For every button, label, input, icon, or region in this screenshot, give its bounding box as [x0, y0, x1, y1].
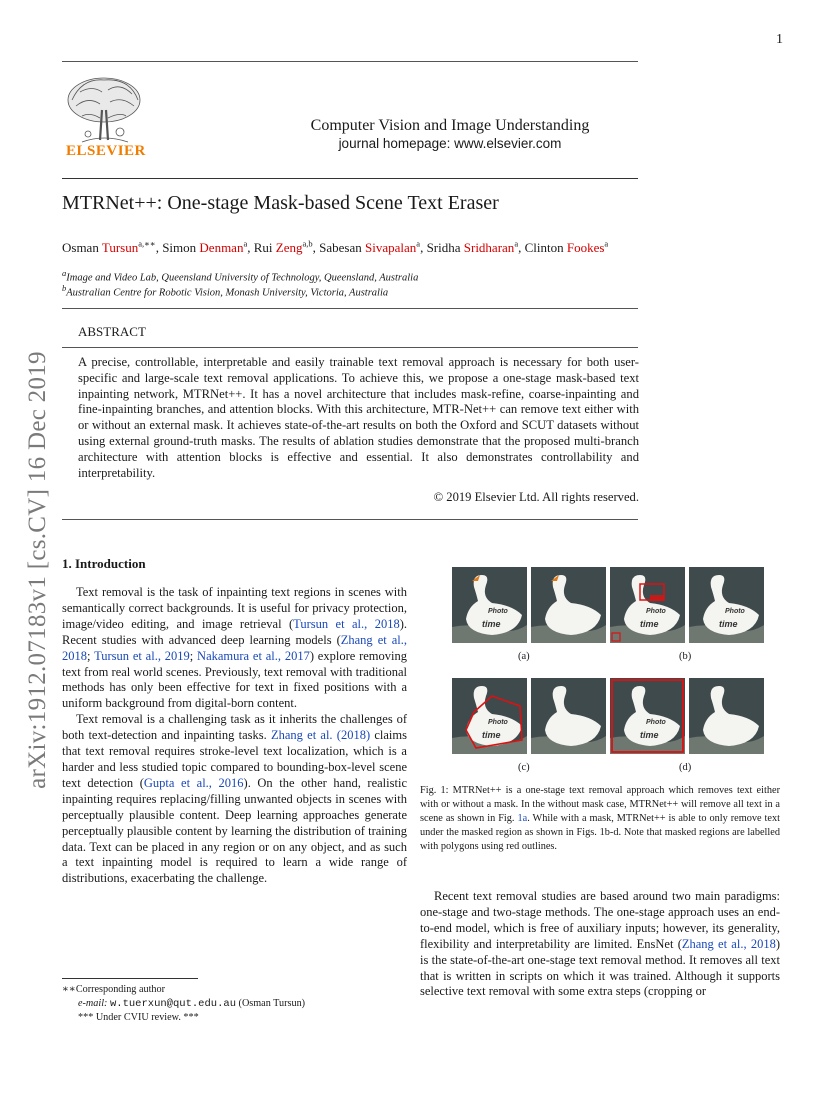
subfigure-label-c: (c) — [518, 762, 530, 773]
citation-link[interactable]: Nakamura et al., 2017 — [197, 648, 310, 663]
footnotes — [62, 983, 305, 1025]
swan-image-output — [531, 567, 606, 643]
author: Sridha Sridharan$^a$, — [426, 239, 525, 256]
intro-column-right — [420, 889, 780, 1000]
page-number: 1 — [776, 32, 783, 47]
journal-homepage[interactable]: journal homepage: www.elsevier.com — [338, 136, 562, 151]
swan-image-masked-large — [452, 678, 527, 754]
figure-row-top — [452, 567, 764, 643]
figure-ref-link[interactable]: 1a — [517, 813, 528, 824]
abstract-heading: ABSTRACT — [78, 324, 146, 339]
image-text-time: time — [482, 730, 501, 740]
citation-link[interactable]: Zhang et al., 2018 — [62, 632, 407, 663]
image-text-photo: Photo — [646, 719, 666, 726]
image-text-photo: Photo — [488, 719, 508, 726]
corresponding-author-note: ∗∗Corresponding author — [62, 984, 165, 995]
affiliation: $^a$Image and Video Lab, Queensland University of Technology, Queensland, Australia — [62, 268, 419, 284]
intro-column-left — [62, 585, 407, 887]
author: Sabesan Sivapalan$^a$, — [319, 239, 427, 256]
arxiv-stamp-text: arXiv:1912.07183v1 [cs.CV] 16 Dec 2019 — [24, 351, 51, 789]
author: Rui Zeng$^{a,b}$, — [253, 239, 320, 256]
image-text-time: time — [640, 730, 659, 740]
figure-caption: Fig. 1: MTRNet++ is a one-stage text removal approach which removes text either with or without a mask. In the without mask case, MTRNet++ will remove all text in a scene as shown in Fig. 1a. While with a mask, MTRNet++ is able to only remove text under the masked region as shown in Figs. 1b-d. Note that masked regions are labelled with polygons using red outlines. — [420, 785, 780, 852]
citation-link[interactable]: Gupta et al., 2016 — [143, 775, 244, 790]
author-surname-link[interactable]: Zeng — [275, 240, 303, 256]
email-address[interactable]: w.tuerxun@qut.edu.au — [109, 997, 236, 1010]
image-text-photo: Photo — [488, 608, 508, 615]
abstract-top-rule — [62, 308, 638, 309]
journal-name: Computer Vision and Image Understanding — [310, 117, 590, 134]
email-note: e-mail: w.tuerxun@qut.edu.au (Osman Tursun) — [78, 997, 306, 1010]
figure-row-bottom — [452, 678, 764, 754]
author-surname-link[interactable]: Denman — [199, 240, 244, 256]
citation-link[interactable]: Zhang et al. (2018) — [270, 728, 371, 743]
image-text-time: time — [482, 619, 501, 629]
author: Osman Tursun$^{a,∗∗}$, — [62, 239, 163, 256]
affiliation: $^b$Australian Centre for Robotic Vision, Monash University, Victoria, Australia — [62, 283, 389, 299]
author-surname-link[interactable]: Sivapalan — [365, 240, 417, 256]
author: Clinton Fookes$^a$ — [524, 239, 609, 256]
swan-image-result — [689, 567, 764, 643]
paper-title: MTRNet++: One-stage Mask-based Scene Text Eraser — [62, 192, 499, 214]
citation-link[interactable]: Tursun et al., 2018 — [293, 616, 400, 631]
author-surname-link[interactable]: Fookes — [566, 240, 605, 256]
author-list — [62, 239, 608, 256]
footnote-rule — [62, 978, 198, 979]
abstract-text: A precise, controllable, interpretable and easily trainable text removal approach is necessary for both user-specific and large-scale text removal applications. To achieve this, we propose a one-stage mask-based text inpainting network, MTRNet++. It has a novel architecture that includes mask-refine, coarse-inpainting and fine-inpainting branches, and attention blocks. With this architecture, MTR-Net++ can remove text either with or without an external mask. It achieves state-of-the-art results on both the Oxford and SCUT datasets without using external ground-truth masks. The results of ablation studies demonstrate that the proposed multi-branch architecture with attention blocks is effective and essential. It also demonstrates controllability and interpretability. — [78, 355, 639, 480]
paragraph: Recent text removal studies are based around two main paradigms: one-stage and two-stage methods. The one-stage approach uses an end-to-end model, which is free of auxiliary inputs; however, its generality, flexibility and interpretability are limited. EnsNet (Zhang et al., 2018) is the state-of-the-art one-stage text removal method. It removes all text that is written in scripts on which it was trained. Although it supports selective text removal with some extra steps (cropping or — [420, 889, 780, 999]
image-text-time: time — [640, 619, 659, 629]
subfigure-label-a: (a) — [518, 651, 530, 662]
swan-image-output — [531, 678, 606, 754]
swan-image-output — [689, 678, 764, 754]
author: Simon Denman$^a$, — [162, 239, 254, 256]
citation-link[interactable]: Zhang et al., 2018 — [681, 936, 776, 951]
author-surname-link[interactable]: Tursun — [101, 240, 139, 256]
review-note: *** Under CVIU review. *** — [78, 1012, 199, 1023]
image-text-photo: Photo — [725, 608, 745, 615]
swan-image-full-mask — [610, 678, 685, 754]
header-rule — [62, 178, 638, 179]
paragraph: Text removal is a challenging task as it inherits the challenges of both text-detection and inpainting tasks. Zhang et al. (2018) claims that text removal requires stroke-level text localization, which is a harder and less studied topic compared to bounding-box-level scene text detection (Gupta et al., 2016). On the other hand, realistic inpainting requires replacing/filling unwanted objects in scenes with perceptually plausible content. Deep learning approaches generate perceptually plausible content by learning the distribution of training data. Text can be placed in any region or on any object, and as such a text inpainting model is required to learn a wide range of distributions, exacerbating the challenge. — [62, 712, 407, 886]
swan-image-input — [452, 567, 527, 643]
abstract-mid-rule — [62, 347, 638, 348]
paragraph: Text removal is the task of inpainting text regions in scenes with semantically correct backgrounds. It is useful for privacy protection, image/video editing, and image retrieval (Tursun et al., 2018). Recent studies with advanced deep learning models (Zhang et al., 2018; Tursun et al., 2019; Nakamura et al., 2017) explore removing text from real world scenes. Previously, text removal with traditional methods has only been effective for text in fixed positions with a uniform background from digital-born content. — [62, 585, 407, 711]
subfigure-label-d: (d) — [679, 762, 692, 773]
elsevier-wordmark: ELSEVIER — [66, 143, 146, 159]
abstract-bottom-rule — [62, 519, 638, 520]
top-rule — [62, 61, 638, 62]
copyright: © 2019 Elsevier Ltd. All rights reserved. — [433, 490, 639, 504]
author-surname-link[interactable]: Sridharan — [463, 240, 515, 256]
citation-link[interactable]: Tursun et al., 2019 — [94, 648, 190, 663]
image-text-time: time — [719, 619, 738, 629]
section-heading: 1. Introduction — [62, 556, 146, 571]
subfigure-label-b: (b) — [679, 651, 692, 662]
journal-header — [200, 117, 700, 151]
image-text-photo: Photo — [646, 608, 666, 615]
figure-1 — [452, 567, 792, 773]
swan-image-masked — [610, 567, 685, 643]
